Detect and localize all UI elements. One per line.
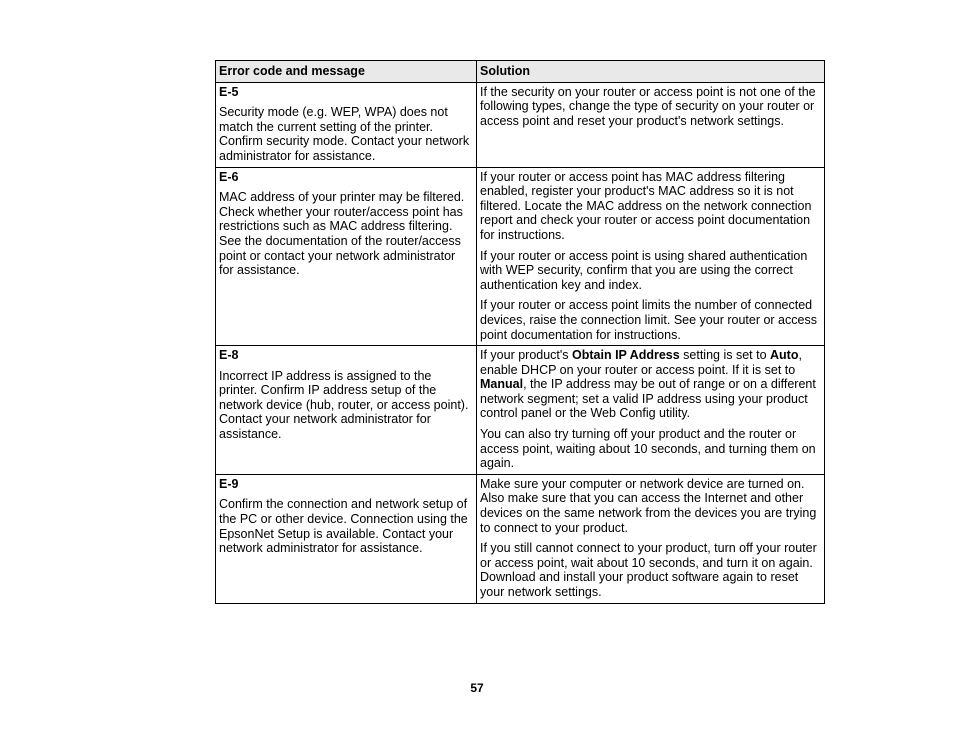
table-header-row [216, 61, 825, 83]
page-number: 57 [470, 681, 484, 695]
error-message: Incorrect IP address is assigned to the printer. Confirm IP address setup of the network device (hub, router, or access point). Contact your network administrator for assistance. [219, 368, 469, 442]
table-row [216, 82, 825, 167]
table-row [216, 167, 825, 346]
solution-text: If your router or access point is using shared authentication with WEP security, confirm that you are using the correct authentication key and index. [480, 248, 808, 292]
error-code: E-6 [219, 169, 239, 184]
error-message: Security mode (e.g. WEP, WPA) does not match the current setting of the printer. Confirm security mode. Contact your network administrator for assistance. [219, 105, 470, 163]
setting-value-auto: Auto [770, 348, 799, 363]
table-row [216, 346, 825, 475]
solution-cell [477, 474, 825, 603]
solution-text [480, 348, 821, 421]
error-message: MAC address of your printer may be filtered. Check whether your router/access point has restrictions such as MAC address filtering. See the documentation of the router/access point or contact your network administrator for assistance. [219, 190, 465, 278]
error-code-table [215, 60, 825, 604]
column-header-error: Error code and message [216, 61, 477, 83]
error-code: E-9 [219, 476, 239, 491]
solution-text-run: setting is set to [679, 348, 771, 363]
solution-text: If your router or access point has MAC address filtering enabled, register your product's MAC address so it is not filtered. Locate the MAC address on the network connection report and check your router or access point documentation for instructions. [480, 169, 812, 242]
error-cell [216, 167, 477, 346]
setting-name-obtain-ip: Obtain IP Address [572, 348, 680, 363]
solution-cell [477, 167, 825, 346]
error-code: E-5 [219, 84, 239, 99]
solution-text-run: If your product's [480, 348, 573, 363]
error-cell [216, 82, 477, 167]
error-cell [216, 474, 477, 603]
solution-text: If your router or access point limits the number of connected devices, raise the connection limit. See your router or access point documentation for instructions. [480, 298, 817, 342]
column-header-solution: Solution [477, 61, 825, 83]
error-message: Confirm the connection and network setup of the PC or other device. Connection using the EpsonNet Setup is available. Contact your network administrator for assistance. [219, 497, 468, 556]
setting-value-manual: Manual [480, 377, 524, 392]
solution-text: You can also try turning off your product and the router or access point, waiting about 10 seconds, and turning them on again. [480, 427, 816, 471]
solution-text-run: , enable DHCP on your router or access point. If it is set to [480, 348, 802, 377]
solution-cell [477, 346, 825, 475]
solution-text: If you still cannot connect to your product, turn off your router or access point, wait about 10 seconds, and turn it on again. Download and install your product software again to reset your network settings. [480, 541, 817, 599]
solution-text: Make sure your computer or network device are turned on. Also make sure that you can access the Internet and other devices on the same network from the devices you are trying to connect to your product. [480, 476, 817, 535]
solution-text: If the security on your router or access point is not one of the following types, change the type of security on your router or access point and reset your product's network settings. [480, 84, 816, 128]
solution-cell [477, 82, 825, 167]
error-cell [216, 346, 477, 475]
solution-text-run: , the IP address may be out of range or on a different network segment; set a valid IP address using your product control panel or the Web Config utility. [480, 377, 816, 421]
table-row [216, 474, 825, 603]
error-code: E-8 [219, 348, 239, 363]
